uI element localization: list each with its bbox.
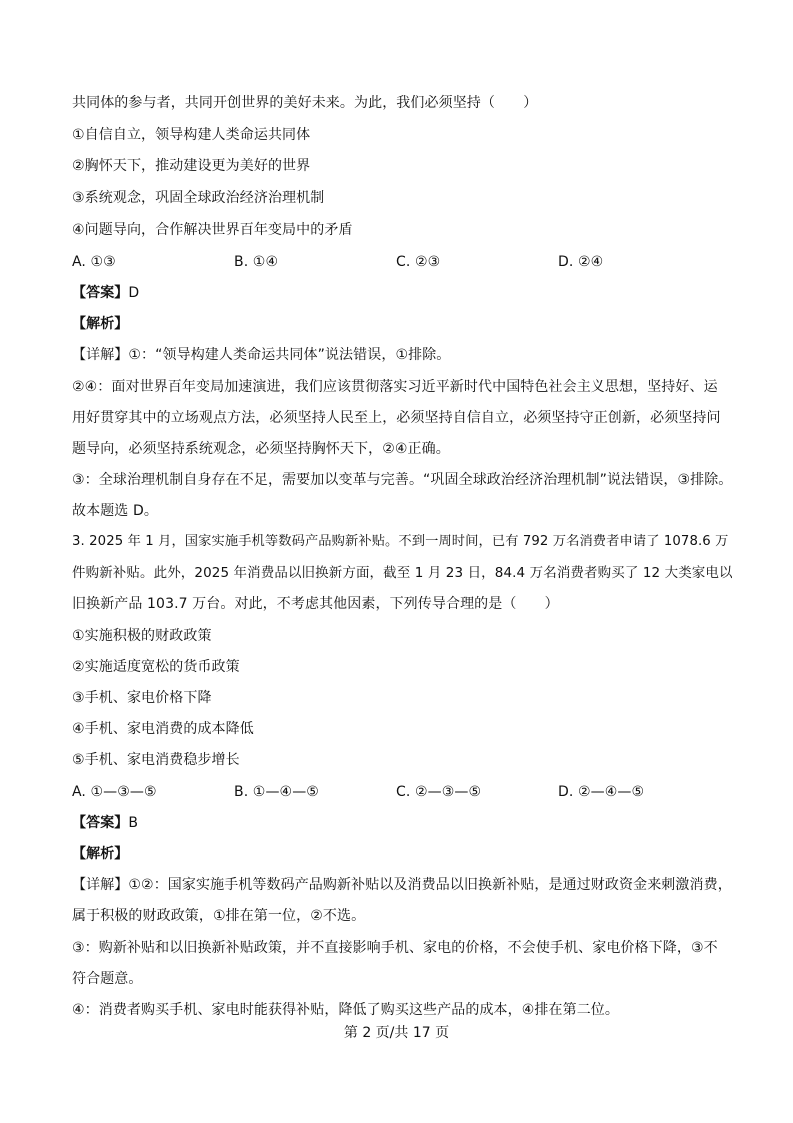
q2-item-2: ②胸怀天下，推动建设更为美好的世界 [72, 158, 311, 174]
q3-stem-line-2: 件购新补贴。此外，2025 年消费品以旧换新方面，截至 1 月 23 日，84.4 万名消费者购买了 12 大类家电以 [72, 565, 733, 581]
q3-detail-line-5: ④：消费者购买手机、家电时能获得补贴，降低了购买这些产品的成本，④排在第二位。 [72, 1002, 619, 1018]
q2-options [72, 253, 733, 271]
q3-item-3: ③手机、家电价格下降 [72, 690, 212, 706]
q2-stem-continuation: 共同体的参与者，共同开创世界的美好未来。为此，我们必须坚持（ ） [72, 95, 538, 111]
q2-detail-line-5: ③：全球治理机制自身存在不足，需要加以变革与完善。“巩固全球政治经济治理机制”说法错误，③排除。 [72, 472, 733, 488]
q3-item-1: ①实施积极的财政政策 [72, 628, 212, 644]
q2-item-4: ④问题导向，合作解决世界百年变局中的矛盾 [72, 222, 353, 238]
q3-option-c: C. ②—③—⑤ [396, 784, 482, 800]
q3-option-d: D. ②—④—⑤ [558, 784, 645, 800]
answer-value: D [128, 285, 140, 301]
q2-detail-line-3: 用好贯穿其中的立场观点方法，必须坚持人民至上，必须坚持自信自立，必须坚持守正创新，必须坚持问 [72, 410, 721, 426]
q3-detail-line-1: 【详解】①②：国家实施手机等数码产品购新补贴以及消费品以旧换新补贴，是通过财政资金来刺激消费， [72, 877, 732, 893]
answer-label: 【答案】 [72, 285, 129, 301]
q2-option-a: A. ①③ [72, 254, 116, 270]
q2-option-d: D. ②④ [558, 254, 604, 270]
q3-analysis-label: 【解析】 [72, 846, 129, 862]
q3-detail-line-3: ③：购新补贴和以旧换新补贴政策，并不直接影响手机、家电的价格，不会使手机、家电价格下降，③不 [72, 940, 718, 956]
q3-item-4: ④手机、家电消费的成本降低 [72, 721, 254, 737]
q2-analysis-label: 【解析】 [72, 316, 129, 332]
q3-detail-line-2: 属于积极的财政政策，①排在第一位，②不选。 [72, 908, 366, 924]
answer-label: 【答案】 [72, 815, 129, 831]
q3-stem-line-1: 3. 2025 年 1 月，国家实施手机等数码产品购新补贴。不到一周时间，已有 792 万名消费者申请了 1078.6 万 [72, 534, 729, 549]
q2-item-1: ①自信自立，领导构建人类命运共同体 [72, 127, 311, 143]
page-number-footer: 第 2 页/共 17 页 [343, 1025, 450, 1041]
q2-detail-line-2: ②④：面对世界百年变局加速演进，我们应该贯彻落实习近平新时代中国特色社会主义思想，坚持好、运 [72, 379, 718, 395]
q3-option-b: B. ①—④—⑤ [234, 784, 319, 800]
q2-item-3: ③系统观念，巩固全球政治经济治理机制 [72, 190, 325, 206]
q2-detail-line-1: 【详解】①：“领导构建人类命运共同体”说法错误，①排除。 [72, 347, 451, 363]
q2-answer [72, 284, 733, 302]
q2-option-c: C. ②③ [396, 254, 441, 270]
q3-answer [72, 814, 733, 832]
q3-options [72, 783, 733, 801]
q3-option-a: A. ①—③—⑤ [72, 784, 157, 800]
q2-option-b: B. ①④ [234, 254, 279, 270]
q3-item-5: ⑤手机、家电消费稳步增长 [72, 752, 240, 768]
q3-detail-line-4: 符合题意。 [72, 971, 143, 987]
q3-stem-line-3: 旧换新产品 103.7 万台。对此，不考虑其他因素，下列传导合理的是（ ） [72, 596, 559, 612]
q2-detail-line-6: 故本题选 D。 [72, 503, 158, 519]
answer-value: B [128, 815, 139, 831]
q3-item-2: ②实施适度宽松的货币政策 [72, 659, 240, 675]
q2-detail-line-4: 题导向，必须坚持系统观念，必须坚持胸怀天下，②④正确。 [72, 441, 450, 457]
